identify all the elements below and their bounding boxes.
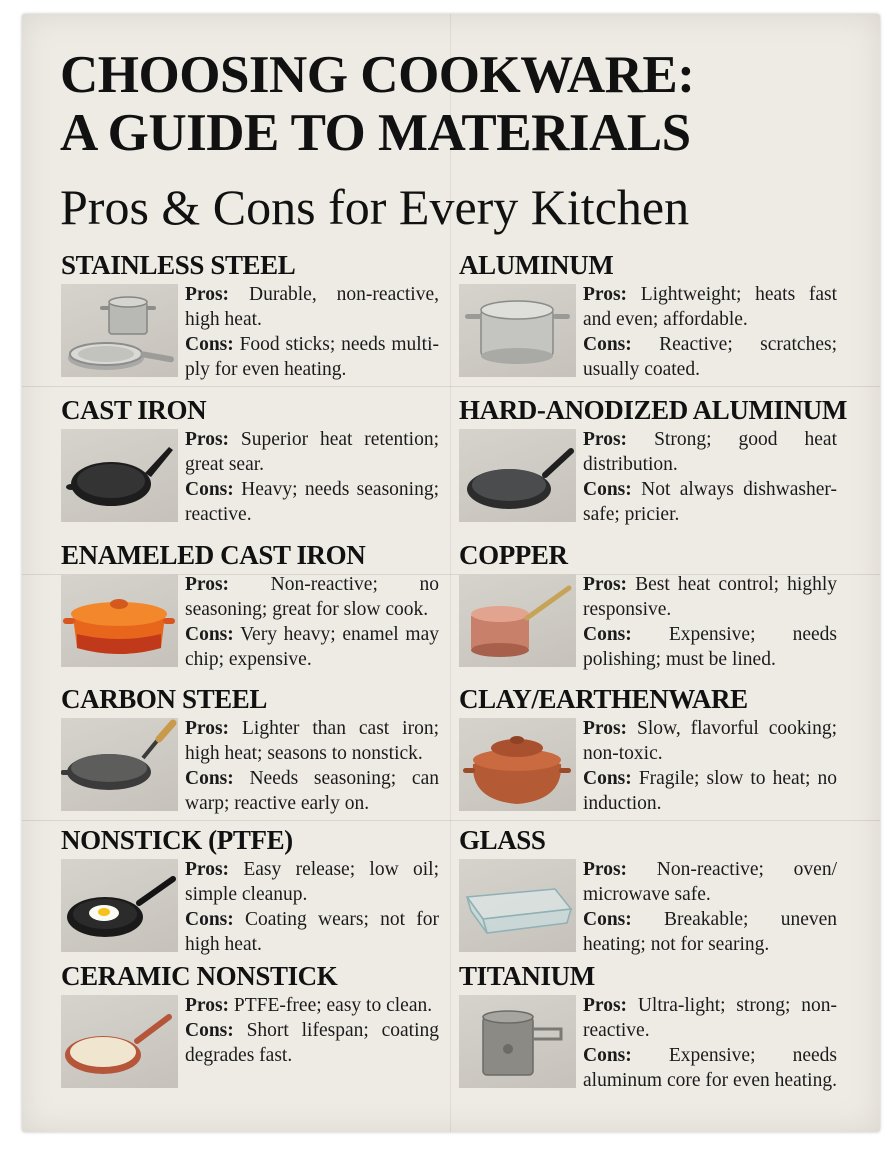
cons-label: Cons:: [185, 334, 234, 355]
material-description: [583, 993, 837, 1093]
material-description: [185, 716, 439, 816]
pros-label: Pros:: [583, 995, 628, 1016]
page-subtitle: Pros & Cons for Every Kitchen: [60, 179, 690, 235]
material-name: ALUMINUM: [459, 250, 614, 280]
pros-text: [583, 572, 837, 622]
pros-value: Superior heat retention; great sear.: [185, 429, 440, 475]
pros-text: [583, 716, 837, 766]
material-description: [185, 993, 439, 1068]
cons-label: Cons:: [583, 909, 632, 930]
cons-text: [185, 332, 439, 382]
pros-text: [583, 282, 837, 332]
pros-value: Durable, non-reactive, high heat.: [185, 284, 440, 330]
titanium-mug-icon: [459, 995, 576, 1088]
cons-label: Cons:: [185, 479, 234, 500]
cons-value: Expensive; needs polishing; must be lined.: [583, 624, 837, 670]
cons-label: Cons:: [583, 479, 632, 500]
material-description: [185, 427, 439, 527]
cons-value: Expensive; needs aluminum core for even heating.: [583, 1045, 837, 1091]
cons-text: [583, 766, 837, 816]
material-description: [583, 716, 837, 816]
material-card-titanium: [459, 961, 837, 1101]
glass-baking-dish-icon: [459, 859, 576, 952]
material-name: CARBON STEEL: [61, 684, 268, 714]
pros-value: Non-reactive; oven/ microwave safe.: [583, 859, 837, 905]
cons-value: Heavy; needs seasoning; reactive.: [185, 479, 439, 525]
material-card-hard-anodized-aluminum: [459, 395, 847, 535]
material-name: HARD-ANODIZED ALUMINUM: [459, 395, 847, 425]
carbon-steel-wok-icon: [61, 718, 178, 811]
title-line-2: A GUIDE TO MATERIALS: [60, 104, 691, 162]
pros-text: [185, 716, 439, 766]
pros-label: Pros:: [185, 429, 230, 450]
pros-label: Pros:: [583, 284, 628, 305]
cons-text: [185, 622, 439, 672]
material-name: ENAMELED CAST IRON: [61, 540, 366, 570]
material-name: NONSTICK (PTFE): [61, 825, 293, 855]
material-name: GLASS: [459, 825, 546, 855]
pros-value: Ultra-light; strong; non-reactive.: [583, 995, 837, 1041]
material-description: [583, 282, 837, 382]
pros-value: Slow, flavorful cooking; non-toxic.: [583, 718, 838, 764]
cons-label: Cons:: [185, 624, 234, 645]
pros-label: Pros:: [583, 574, 628, 595]
cons-text: [185, 907, 439, 957]
cons-value: Reactive; scratches; usually coated.: [583, 334, 837, 380]
cons-value: Not always dishwasher-safe; pricier.: [583, 479, 838, 525]
anodized-pan-icon: [459, 429, 576, 522]
material-name: CERAMIC NONSTICK: [61, 961, 338, 991]
cons-text: [185, 477, 439, 527]
cons-value: Coating wears; not for high heat.: [185, 909, 439, 955]
pros-label: Pros:: [185, 284, 230, 305]
material-description: [583, 427, 837, 527]
dutch-oven-icon: [61, 574, 178, 667]
material-description: [185, 572, 439, 672]
material-card-copper: [459, 540, 837, 680]
cons-text: [583, 907, 837, 957]
cons-value: Fragile; slow to heat; no induction.: [583, 768, 838, 814]
cons-label: Cons:: [185, 1020, 234, 1041]
copper-saucepan-icon: [459, 574, 576, 667]
cons-value: Needs seasoning; can warp; reactive early on.: [185, 768, 439, 814]
aluminum-pot-icon: [459, 284, 576, 377]
ceramic-pan-icon: [61, 995, 178, 1088]
material-name: STAINLESS STEEL: [61, 250, 296, 280]
cons-text: [583, 332, 837, 382]
pros-value: Easy release; low oil; simple cleanup.: [185, 859, 439, 905]
pros-text: [185, 993, 439, 1018]
cons-value: Breakable; uneven heating; not for searing.: [583, 909, 837, 955]
cons-label: Cons:: [185, 909, 234, 930]
pros-label: Pros:: [185, 718, 230, 739]
pros-label: Pros:: [185, 995, 230, 1016]
material-name: TITANIUM: [459, 961, 595, 991]
material-card-glass: [459, 825, 837, 965]
cons-label: Cons:: [185, 768, 234, 789]
material-card-enameled-cast-iron: [61, 540, 439, 680]
cons-value: Food sticks; needs multi-ply for even heating.: [185, 334, 439, 380]
pros-label: Pros:: [583, 718, 628, 739]
nonstick-pan-with-egg-icon: [61, 859, 178, 952]
pros-value: Non-reactive; no seasoning; great for slow cook.: [185, 574, 439, 620]
material-card-ceramic-nonstick: [61, 961, 439, 1101]
pros-label: Pros:: [185, 574, 230, 595]
material-name: CLAY/EARTHENWARE: [459, 684, 748, 714]
pros-text: [185, 427, 439, 477]
material-card-nonstick: [61, 825, 439, 965]
pros-text: [583, 993, 837, 1043]
clay-pot-icon: [459, 718, 576, 811]
material-card-aluminum: [459, 250, 837, 390]
material-card-stainless-steel: [61, 250, 439, 390]
cons-text: [583, 477, 837, 527]
material-name: COPPER: [459, 540, 568, 570]
pros-text: [185, 572, 439, 622]
cons-text: [583, 622, 837, 672]
cons-value: Short lifespan; coating degrades fast.: [185, 1020, 439, 1066]
page-title: [60, 46, 850, 162]
material-description: [583, 572, 837, 672]
material-description: [185, 282, 439, 382]
pros-label: Pros:: [583, 429, 628, 450]
pros-text: [583, 427, 837, 477]
cons-value: Very heavy; enamel may chip; expensive.: [185, 624, 439, 670]
cast-iron-skillet-icon: [61, 429, 178, 522]
pros-label: Pros:: [185, 859, 230, 880]
pros-label: Pros:: [583, 859, 628, 880]
pros-text: [185, 282, 439, 332]
cons-label: Cons:: [583, 768, 632, 789]
material-card-carbon-steel: [61, 684, 439, 824]
pros-text: [583, 857, 837, 907]
material-name: CAST IRON: [61, 395, 207, 425]
cons-label: Cons:: [583, 1045, 632, 1066]
pros-value: Lighter than cast iron; high heat; seasons to nonstick.: [185, 718, 440, 764]
material-card-cast-iron: [61, 395, 439, 535]
cons-text: [583, 1043, 837, 1093]
pros-value: PTFE-free; easy to clean.: [233, 995, 433, 1016]
material-description: [185, 857, 439, 957]
title-line-1: CHOOSING COOKWARE:: [60, 46, 695, 104]
cons-label: Cons:: [583, 334, 632, 355]
cons-label: Cons:: [583, 624, 632, 645]
cons-text: [185, 766, 439, 816]
pros-value: Strong; good heat distribution.: [583, 429, 837, 475]
cons-text: [185, 1018, 439, 1068]
material-card-clay-earthenware: [459, 684, 837, 824]
material-description: [583, 857, 837, 957]
pros-value: Best heat control; highly responsive.: [583, 574, 837, 620]
stainless-pot-and-pan-icon: [61, 284, 178, 377]
pros-text: [185, 857, 439, 907]
pros-value: Lightweight; heats fast and even; affordable.: [583, 284, 838, 330]
